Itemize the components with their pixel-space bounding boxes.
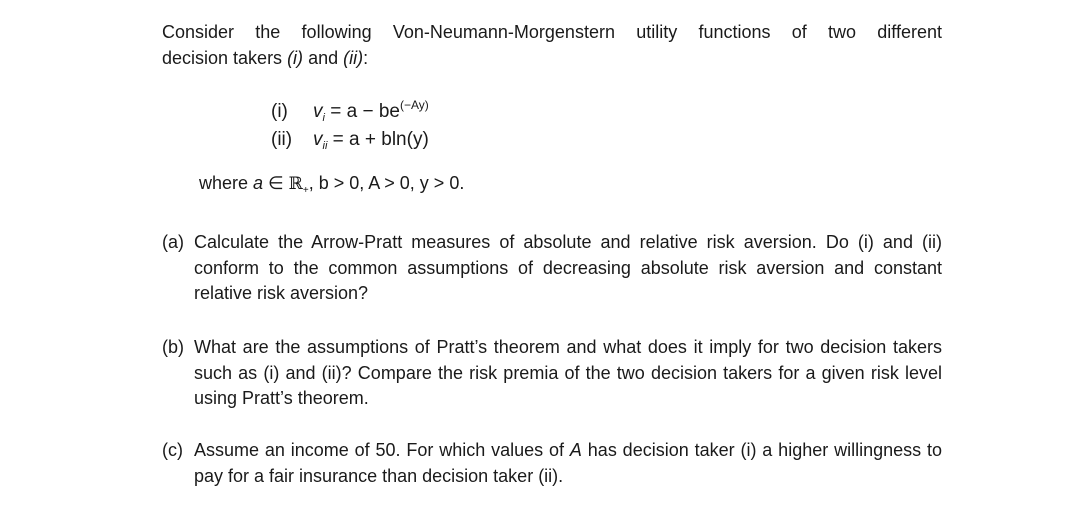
intro-label-ii: (ii) — [343, 47, 364, 68]
question-text — [194, 438, 942, 489]
equation-number: (i) — [271, 101, 288, 122]
equation-exponent: (−Ay) — [399, 98, 429, 112]
intro-line-2 — [162, 46, 942, 72]
real-numbers-symbol: ℝ — [288, 174, 303, 194]
set-subscript: + — [302, 185, 309, 196]
lhs-variable: v — [313, 129, 323, 150]
intro-line-1: Consider the following Von-Neumann-Morgenstern utility functions of two different — [162, 22, 942, 42]
lhs-subscript: ii — [322, 140, 328, 152]
variable-a: a — [253, 173, 264, 193]
intro-label-i: (i) — [287, 47, 304, 68]
question-c — [162, 438, 942, 489]
lhs-subscript: i — [322, 112, 325, 124]
question-label: (c) — [162, 440, 183, 460]
element-of-symbol: ∈ — [263, 173, 289, 193]
where-word: where — [199, 173, 254, 193]
question-b — [162, 335, 942, 412]
equation-rhs: = a + bln(y) — [332, 129, 429, 150]
intro-and: and — [303, 47, 344, 68]
equation-rhs: = a − be — [330, 101, 400, 122]
intro-colon: : — [363, 47, 369, 68]
question-text: What are the assumptions of Pratt’s theorem and what does it imply for two decision takers such as (i) and (ii)? Compare the risk premia of the two decision takers for a given risk level using Pratt’s theorem. — [194, 337, 942, 408]
question-text: Calculate the Arrow-Pratt measures of absolute and relative risk aversion. Do (i) and (ii) conform to the common assumptions of decreasing absolute risk aversion and constant relative risk aversion? — [194, 232, 942, 303]
equation-body — [313, 98, 429, 124]
equation-body — [313, 129, 429, 150]
equation-ii — [271, 128, 429, 158]
equation-number: (ii) — [271, 129, 293, 150]
question-label: (a) — [162, 232, 184, 252]
intro-paragraph — [162, 20, 942, 71]
equation-i — [271, 93, 429, 130]
question-a — [162, 230, 942, 307]
conditions-rest: , b > 0, A > 0, y > 0. — [308, 173, 465, 193]
lhs-variable: v — [313, 101, 323, 122]
question-text-before: Assume an income of 50. For which values of — [194, 440, 570, 460]
question-label: (b) — [162, 337, 184, 357]
question-text-after: has decision taker (i) a higher willingness to pay for a fair insurance than decision taker (ii). — [194, 440, 942, 486]
intro-prefix: decision takers — [162, 47, 288, 68]
variable-A: A — [569, 440, 582, 460]
parameter-conditions — [199, 171, 464, 203]
